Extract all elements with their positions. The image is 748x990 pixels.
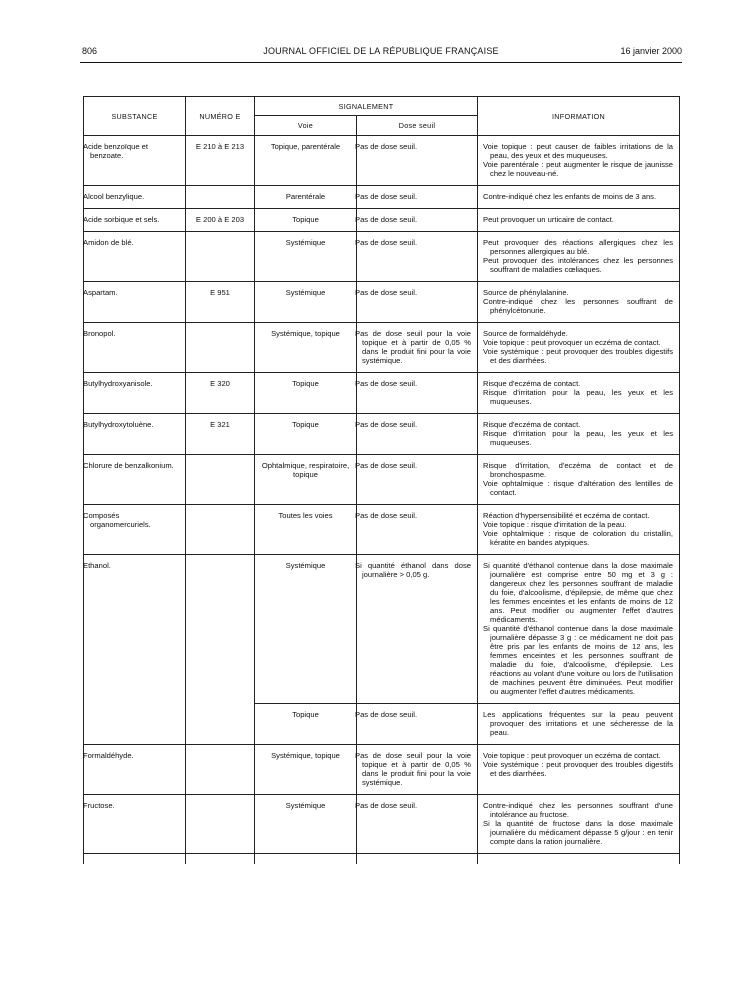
- voie-cell: [255, 136, 357, 186]
- information-paragraph: Peut provoquer des réactions allergiques chez les personnes allergiques au blé.: [483, 238, 674, 256]
- substance-cell: [84, 455, 186, 505]
- voie-cell: [255, 323, 357, 373]
- col-header-substance: SUBSTANCE: [84, 97, 186, 136]
- information-cell: [478, 505, 680, 555]
- information-paragraph: Contre-indiqué chez les enfants de moins de 3 ans.: [483, 192, 657, 201]
- information-paragraph: Voie ophtalmique : risque d'altération des lentilles de contact.: [483, 479, 674, 497]
- voie-cell: [255, 505, 357, 555]
- table-row: [84, 323, 680, 373]
- dose-seuil: Pas de dose seuil.: [355, 710, 418, 719]
- voie-value: Systémique: [285, 238, 326, 247]
- numero-e: E 210 à E 213: [195, 142, 245, 151]
- empty-cell: [357, 854, 478, 865]
- table-row: [84, 232, 680, 282]
- dose-cell: [357, 455, 478, 505]
- substance-name: Formaldéhyde.: [83, 751, 134, 760]
- voie-value: Toutes les voies: [278, 511, 333, 520]
- information-cell: [478, 455, 680, 505]
- numero-cell: [186, 136, 255, 186]
- numero-e: [186, 555, 254, 568]
- information-paragraph: Voie ophtalmique : risque de coloration du cristallin, kératite en bandes atypiques.: [483, 529, 674, 547]
- page-number: 806: [82, 46, 98, 56]
- substance-cell: [84, 232, 186, 282]
- table-row: [84, 414, 680, 455]
- numero-cell: [186, 745, 255, 795]
- information-paragraph: Voie parentérale : peut augmenter le risque de jaunisse chez le nouveau-né.: [483, 160, 674, 178]
- table-row: [84, 555, 680, 704]
- numero-e: [186, 795, 254, 808]
- numero-cell: [186, 555, 255, 704]
- col-header-signalement: SIGNALEMENT: [255, 97, 478, 116]
- substance-name: Butylhydroxyanisole.: [83, 379, 153, 388]
- dose-cell: [357, 795, 478, 854]
- information-paragraph: Voie topique : peut provoquer un eczéma de contact.: [483, 751, 661, 760]
- empty-cell: [84, 854, 186, 865]
- empty-cell: [255, 854, 357, 865]
- information-paragraph: Si quantité d'éthanol contenue dans la dose maximale journalière dépasse 3 g : ce médicament ne doit pas être pris par les enfants de moins de 12 ans, les femmes enceintes et les personnes souffrant de maladie du foie, d'alcoolisme, d'épilepsie. Les réactions au volant d'une voiture ou lors de l'utilisation de machines peuvent être diminuées. Peut modifier ou augmenter l'effet d'autres médicaments.: [483, 624, 674, 696]
- information-cell: [478, 414, 680, 455]
- excipients-table: [83, 96, 680, 864]
- dose-cell: [357, 232, 478, 282]
- voie-value: Ophtalmique, respiratoire, topique: [261, 461, 350, 479]
- information-cell: [478, 704, 680, 745]
- information-cell: [478, 795, 680, 854]
- voie-value: Topique: [292, 420, 319, 429]
- dose-cell: [357, 555, 478, 704]
- substance-name: Chlorure de benzalkonium.: [83, 461, 174, 470]
- information-cell: [478, 186, 680, 209]
- dose-cell: [357, 209, 478, 232]
- dose-seuil: Si quantité éthanol dans dose journalière > 0,05 g.: [355, 561, 472, 579]
- voie-value: Systémique: [285, 801, 326, 810]
- voie-cell: [255, 455, 357, 505]
- information-paragraph: Contre-indiqué chez les personnes souffrant d'une intolérance au fructose.: [483, 801, 674, 819]
- information-text: [478, 505, 679, 554]
- information-paragraph: Voie topique : peut provoquer un eczéma de contact.: [483, 338, 661, 347]
- table-continuation: [84, 854, 680, 865]
- table-row: [84, 745, 680, 795]
- numero-e: [186, 745, 254, 758]
- numero-e: [186, 455, 254, 468]
- numero-e: E 321: [210, 420, 230, 429]
- voie-cell: [255, 795, 357, 854]
- dose-cell: [357, 373, 478, 414]
- voie-value: Systémique: [285, 288, 326, 297]
- numero-e: [186, 505, 254, 518]
- dose-seuil: Pas de dose seuil.: [355, 420, 418, 429]
- information-paragraph: Voie topique : peut causer de faibles irritations de la peau, des yeux et des muqueuses.: [483, 142, 674, 160]
- information-paragraph: Peut provoquer un urticaire de contact.: [483, 215, 614, 224]
- dose-seuil: Pas de dose seuil.: [355, 379, 418, 388]
- dose-seuil: Pas de dose seuil.: [355, 215, 418, 224]
- numero-e: E 951: [210, 288, 230, 297]
- numero-cell: [186, 282, 255, 323]
- substance-cell: [84, 136, 186, 186]
- dose-seuil: Pas de dose seuil.: [355, 142, 418, 151]
- numero-cell: [186, 795, 255, 854]
- numero-e: [186, 232, 254, 245]
- information-cell: [478, 373, 680, 414]
- information-text: [478, 795, 679, 853]
- information-cell: [478, 136, 680, 186]
- substance-name: Amidon de blé.: [83, 238, 134, 247]
- substance-name: [84, 704, 185, 717]
- numero-cell: [186, 323, 255, 373]
- information-paragraph: Risque d'irritation, d'eczéma de contact et de bronchospasme.: [483, 461, 674, 479]
- substance-cell: [84, 704, 186, 745]
- voie-cell: [255, 209, 357, 232]
- substance-name: Bronopol.: [83, 329, 116, 338]
- information-paragraph: Risque d'eczéma de contact.: [483, 420, 581, 429]
- information-text: [478, 555, 679, 703]
- numero-cell: [186, 414, 255, 455]
- dose-cell: [357, 136, 478, 186]
- numero-e: [186, 186, 254, 199]
- dose-seuil: Pas de dose seuil.: [355, 288, 418, 297]
- dose-cell: [357, 414, 478, 455]
- voie-cell: [255, 232, 357, 282]
- substance-cell: [84, 282, 186, 323]
- numero-e: E 200 à E 203: [195, 215, 245, 224]
- dose-cell: [357, 323, 478, 373]
- dose-seuil: Pas de dose seuil.: [355, 511, 418, 520]
- dose-cell: [357, 282, 478, 323]
- dose-seuil: Pas de dose seuil pour la voie topique et à partir de 0,05 % dans le produit fini pour la voie systémique.: [355, 751, 472, 787]
- col-header-numero: NUMÉRO E: [186, 97, 255, 136]
- information-paragraph: Risque d'eczéma de contact.: [483, 379, 581, 388]
- voie-value: Topique: [292, 215, 319, 224]
- information-paragraph: Peut provoquer des intolérances chez les personnes souffrant de maladies cœliaques.: [483, 256, 674, 274]
- numero-cell: [186, 704, 255, 745]
- information-text: [478, 136, 679, 185]
- information-paragraph: Risque d'irritation pour la peau, les yeux et les muqueuses.: [483, 429, 674, 447]
- table-row: [84, 505, 680, 555]
- information-paragraph: Si la quantité de fructose dans la dose maximale journalière du médicament dépasse 5 g/jour : en tenir compte dans la ration journalière.: [483, 819, 674, 846]
- information-text: [478, 745, 679, 785]
- dose-cell: [357, 745, 478, 795]
- col-header-voie: Voie: [255, 116, 357, 136]
- information-text: [478, 373, 679, 413]
- information-text: [478, 414, 679, 454]
- voie-cell: [255, 745, 357, 795]
- table-row: [84, 704, 680, 745]
- voie-cell: [255, 704, 357, 745]
- substance-name: Ethanol.: [83, 561, 111, 570]
- substance-name: Acide sorbique et sels.: [83, 215, 160, 224]
- information-cell: [478, 282, 680, 323]
- substance-name: Fructose.: [83, 801, 115, 810]
- substance-name: Acide benzoïque et benzoate.: [83, 142, 149, 160]
- information-paragraph: Voie topique : risque d'irritation de la peau.: [483, 520, 627, 529]
- information-cell: [478, 555, 680, 704]
- substance-name: Composés organomercuriels.: [83, 511, 151, 529]
- substance-cell: [84, 555, 186, 704]
- numero-cell: [186, 209, 255, 232]
- information-paragraph: Réaction d'hypersensibilité et eczéma de contact.: [483, 511, 650, 520]
- information-paragraph: Contre-indiqué chez les personnes souffrant de phénylcétonurie.: [483, 297, 674, 315]
- table-row: [84, 373, 680, 414]
- voie-cell: [255, 373, 357, 414]
- issue-date: 16 janvier 2000: [620, 46, 682, 56]
- voie-value: Systémique, topique: [271, 751, 340, 760]
- substance-name: Aspartam.: [83, 288, 118, 297]
- dose-seuil: Pas de dose seuil.: [355, 238, 418, 247]
- numero-cell: [186, 455, 255, 505]
- information-cell: [478, 745, 680, 795]
- information-text: [478, 186, 679, 208]
- col-header-information: INFORMATION: [478, 97, 680, 136]
- col-header-dose: Dose seuil: [357, 116, 478, 136]
- numero-cell: [186, 505, 255, 555]
- numero-cell: [186, 186, 255, 209]
- numero-e: E 320: [210, 379, 230, 388]
- table-row: [84, 136, 680, 186]
- information-paragraph: Voie systémique : peut provoquer des troubles digestifs et des diarrhées.: [483, 760, 674, 778]
- table-row: [84, 282, 680, 323]
- substance-cell: [84, 186, 186, 209]
- information-cell: [478, 232, 680, 282]
- substance-cell: [84, 414, 186, 455]
- substance-name: Butylhydroxytoluène.: [83, 420, 154, 429]
- numero-e: [186, 704, 254, 717]
- information-paragraph: Voie systémique : peut provoquer des troubles digestifs et des diarrhées.: [483, 347, 674, 365]
- dose-seuil: Pas de dose seuil.: [355, 801, 418, 810]
- dose-seuil: Pas de dose seuil pour la voie topique et à partir de 0,05 % dans le produit fini pour la voie systémique.: [355, 329, 472, 365]
- information-cell: [478, 323, 680, 373]
- substance-cell: [84, 505, 186, 555]
- information-text: [478, 232, 679, 281]
- voie-value: Topique, parentérale: [270, 142, 341, 151]
- information-paragraph: Source de formaldéhyde.: [483, 329, 568, 338]
- voie-cell: [255, 282, 357, 323]
- numero-cell: [186, 232, 255, 282]
- voie-value: Systémique, topique: [271, 329, 340, 338]
- information-text: [478, 323, 679, 372]
- dose-cell: [357, 505, 478, 555]
- information-paragraph: Source de phénylalanine.: [483, 288, 569, 297]
- information-text: [478, 209, 679, 231]
- substance-cell: [84, 745, 186, 795]
- voie-cell: [255, 186, 357, 209]
- information-text: [478, 282, 679, 322]
- page-header: [80, 46, 682, 60]
- empty-cell: [478, 854, 680, 865]
- voie-value: Topique: [292, 710, 319, 719]
- numero-e: [186, 323, 254, 336]
- voie-cell: [255, 555, 357, 704]
- information-cell: [478, 209, 680, 232]
- journal-title: JOURNAL OFFICIEL DE LA RÉPUBLIQUE FRANÇAISE: [263, 46, 499, 56]
- voie-value: Topique: [292, 379, 319, 388]
- dose-cell: [357, 186, 478, 209]
- substance-cell: [84, 209, 186, 232]
- table-row: [84, 455, 680, 505]
- table-row: [84, 795, 680, 854]
- voie-value: Parentérale: [285, 192, 326, 201]
- table-row: [84, 186, 680, 209]
- table-row: [84, 209, 680, 232]
- header-rule: [80, 62, 682, 63]
- information-paragraph: Les applications fréquentes sur la peau peuvent provoquer des irritations et une sécheresse de la peau.: [483, 710, 674, 737]
- dose-seuil: Pas de dose seuil.: [355, 461, 418, 470]
- substance-name: Alcool benzylique.: [83, 192, 145, 201]
- information-paragraph: Si quantité d'éthanol contenue dans la dose maximale journalière est comprise entre 50 mg et 3 g : dangereux chez les personnes souffrant de maladie du foie, d'alcoolisme, d'épilepsie, de même que chez les femmes enceintes et les enfants de moins de 12 ans. Peut modifier ou augmenter l'effet d'autres médicaments.: [483, 561, 674, 624]
- empty-cell: [186, 854, 255, 865]
- dose-cell: [357, 704, 478, 745]
- substance-cell: [84, 795, 186, 854]
- information-text: [478, 455, 679, 504]
- substance-cell: [84, 323, 186, 373]
- information-text: [478, 704, 679, 744]
- substance-cell: [84, 373, 186, 414]
- voie-cell: [255, 414, 357, 455]
- information-paragraph: Risque d'irritation pour la peau, les yeux et les muqueuses.: [483, 388, 674, 406]
- voie-value: Systémique: [285, 561, 326, 570]
- numero-cell: [186, 373, 255, 414]
- dose-seuil: Pas de dose seuil.: [355, 192, 418, 201]
